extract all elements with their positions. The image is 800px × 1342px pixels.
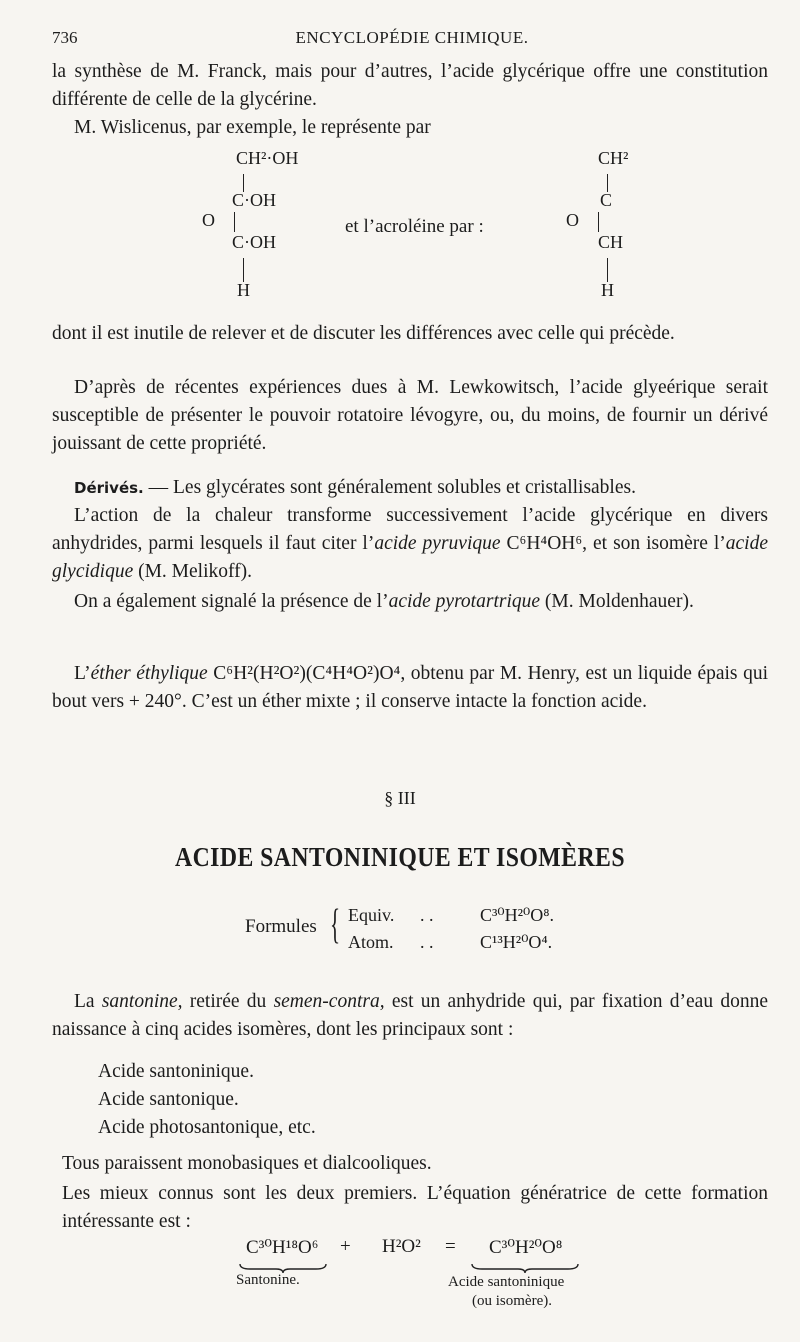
structure-left-h: H xyxy=(237,280,250,300)
acroleine-caption: et l’acroléine par : xyxy=(345,216,484,237)
page-number: 736 xyxy=(52,28,78,47)
brace-symbol: { xyxy=(330,902,341,948)
section-title: ACIDE SANTONINIQUE ET ISOMÈRES xyxy=(174,842,626,872)
derives-label: Dérivés. xyxy=(74,479,144,497)
list-item: Acide santonique. xyxy=(98,1089,239,1110)
paragraph-equation-intro: Les mieux connus sont les deux premiers. L’équation génératrice de cette formation intéressante est : xyxy=(62,1183,768,1232)
paragraph-monobasiques: Tous paraissent monobasiques et dialcooliques. xyxy=(62,1153,432,1174)
caption-acide-santoninique: Acide santoninique xyxy=(448,1274,565,1290)
paragraph-lewkowitsch: D’après de récentes expériences dues à M. Lewkowitsch, l’acide glyeérique serait susceptible de présenter le pouvoir rotatoire lévogyre, ou, du moins, de fournir un dérivé jouissant de cette propriété. xyxy=(52,377,768,454)
term-acide-glycidique: acide glycidique xyxy=(52,533,768,582)
paragraph-pyrotartrique xyxy=(52,588,768,616)
text-run: La xyxy=(74,991,102,1012)
structure-left-o: O xyxy=(202,210,215,230)
formula-dots: . . xyxy=(420,932,434,952)
text-run: L’ xyxy=(74,663,91,684)
running-title: ENCYCLOPÉDIE CHIMIQUE. xyxy=(295,28,529,47)
paragraph-differences: dont il est inutile de relever et de discuter les différences avec celle qui précède. xyxy=(52,323,675,344)
paragraph-ether xyxy=(52,660,768,716)
derives-text: — Les glycérates sont généralement solubles et cristallisables. xyxy=(143,477,636,498)
term-ether-ethylique: éther éthylique xyxy=(90,663,208,684)
structure-right-c2: CH xyxy=(598,232,624,252)
text-run: On a également signalé la présence de l’ xyxy=(74,591,389,612)
structure-left-top: CH²·OH xyxy=(236,148,299,168)
underbrace-right xyxy=(470,1262,580,1274)
term-acide-pyrotartrique: acide pyrotartrique xyxy=(388,591,541,612)
caption-santonine: Santonine. xyxy=(236,1272,300,1288)
formula-value: C³⁰H²⁰O⁸. xyxy=(480,905,555,925)
paragraph-wislicenus: M. Wislicenus, par exemple, le représente par xyxy=(74,117,431,138)
structure-left-c2: C·OH xyxy=(232,232,276,252)
bond-line xyxy=(243,258,244,282)
paragraph-santonine xyxy=(52,988,768,1044)
formula-kind: Atom. xyxy=(348,932,394,952)
caption-ou-isomere: (ou isomère). xyxy=(472,1293,552,1309)
structure-right-h: H xyxy=(601,280,614,300)
paragraph-anhydrides xyxy=(52,502,768,586)
section-number: § III xyxy=(384,788,416,808)
equation-water: H²O² xyxy=(382,1236,421,1257)
text-run: C⁶H⁴OH⁶, et son isomère l’ xyxy=(500,533,726,554)
structure-right-o: O xyxy=(566,210,579,230)
page-header xyxy=(52,28,772,52)
formulas-label: Formules xyxy=(245,916,317,937)
text-run: C⁶H²(H²O²)(C⁴H⁴O²)O⁴, obtenu par M. Henry, est un liquide épais qui bout vers + 240°. C’est un éther mixte ; il conserve intacte la fonction acide. xyxy=(52,663,768,712)
text-run: est un anhydride qui, par fixation d’eau donne naissance à cinq acides isomères, dont les principaux sont : xyxy=(52,991,768,1040)
bond-line xyxy=(598,212,599,232)
list-item: Acide photosantonique, etc. xyxy=(98,1117,316,1138)
acid-list xyxy=(98,1058,316,1142)
structure-right-top: CH² xyxy=(598,148,629,168)
structure-right-c1: C xyxy=(600,190,613,210)
equation-plus: + xyxy=(340,1236,351,1257)
equation-equals: = xyxy=(445,1236,456,1257)
bond-line xyxy=(607,258,608,282)
formula-value: C¹³H²⁰O⁴. xyxy=(480,932,553,952)
paragraph-synthese: la synthèse de M. Franck, mais pour d’autres, l’acide glycérique offre une constitution différente de celle de la glycérine. xyxy=(52,61,768,110)
list-item: Acide santoninique. xyxy=(98,1061,254,1082)
term-semen-contra: semen-contra, xyxy=(273,991,385,1012)
text-run: (M. Moldenhauer). xyxy=(540,591,694,612)
formula-kind: Equiv. xyxy=(348,905,395,925)
term-santonine: santonine, xyxy=(101,991,183,1012)
formula-dots: . . xyxy=(420,905,434,925)
paragraph-derives xyxy=(52,474,768,502)
structure-left-c1: C·OH xyxy=(232,190,276,210)
text-run: (M. Melikoff). xyxy=(133,561,253,582)
text-run: L’action de la chaleur transforme successivement l’acide glycérique en divers anhydrides, parmi lesquels il faut citer l’ xyxy=(52,505,768,554)
bond-line xyxy=(234,212,235,232)
equation-lhs: C³⁰H¹⁸O⁶ xyxy=(246,1237,319,1258)
text-run: retirée du xyxy=(182,991,274,1012)
term-acide-pyruvique: acide pyruvique xyxy=(374,533,501,554)
equation-rhs: C³⁰H²⁰O⁸ xyxy=(489,1237,563,1258)
